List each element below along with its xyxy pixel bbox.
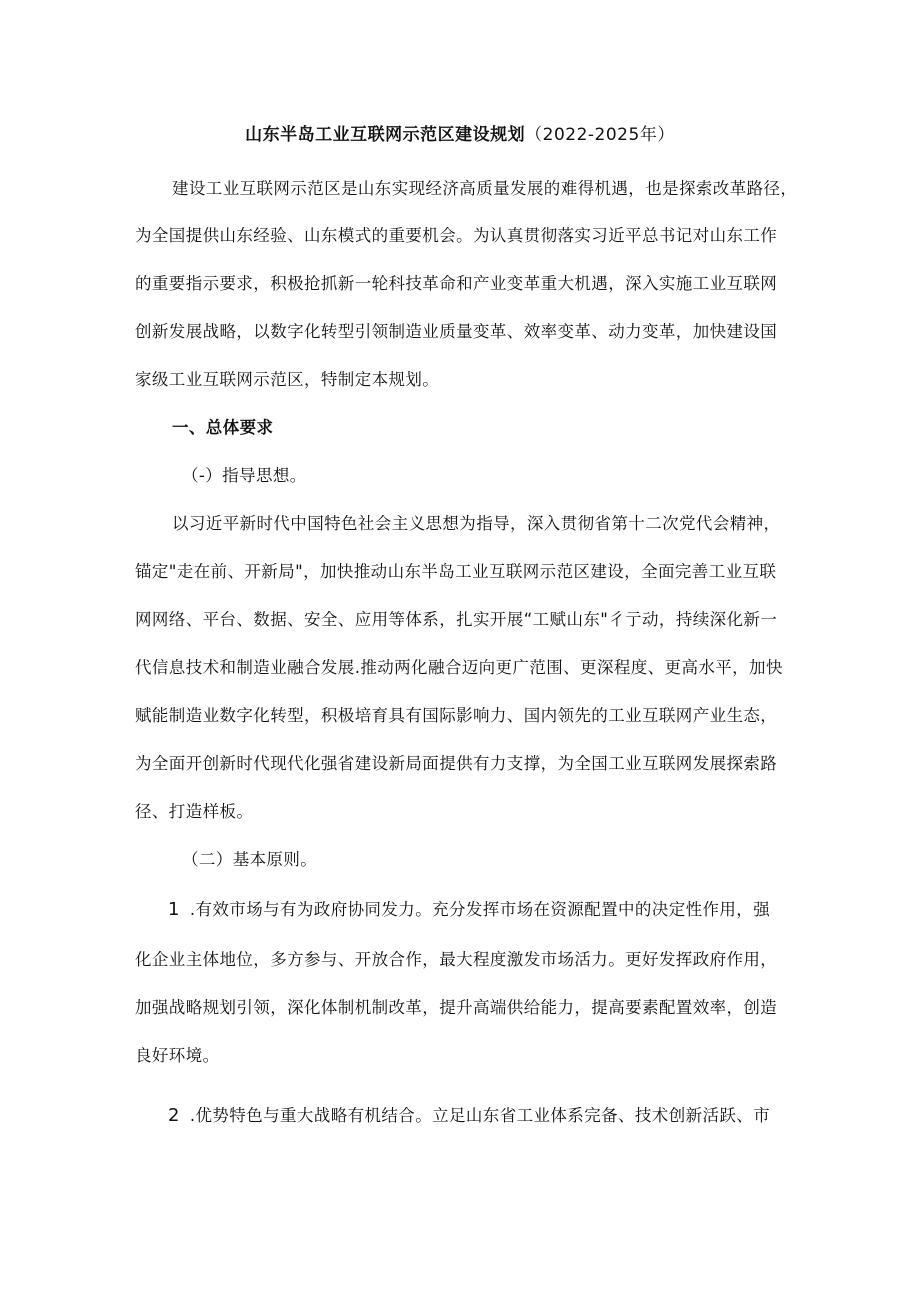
intro-line: 家级工业互联网示范区，特制定本规划。 (135, 370, 440, 389)
intro-line: 为全国提供山东经验、山东模式的重要机会。为认真贯彻落实习近平总书记对山东工作 (135, 226, 778, 245)
guiding-line: 赋能制造业数字化转型，积极培育具有国际影响力、国内领先的工业互联网产业生态， (135, 706, 778, 725)
guiding-line: 网网络、平台、数据、安全、应用等体系，扎实开展“工赋山东"彳亍动，持续深化新一 (135, 610, 778, 629)
guiding-line: 以习近平新时代中国特色社会主义思想为指导，深入贯彻省第十二次党代会精神， (172, 514, 781, 533)
principle-line: 良好环境。 (135, 1046, 220, 1065)
guiding-line: 代信息技术和制造业融合发展.推动两化融合迈向更广范围、更深程度、更高水平，加快 (135, 658, 783, 677)
title-text: 山东半岛工业互联网示范区建设规划 (245, 125, 526, 145)
principle-number: 1 (168, 899, 180, 920)
intro-line: 创新发展战略，以数字化转型引领制造业质量变革、效率变革、动力变革，加快建设国 (135, 322, 778, 341)
subsection-heading: （二）基本原则。 (182, 850, 318, 869)
subsection-heading: （-）指导思想。 (182, 466, 307, 485)
principle-2-line: 2 .优势特色与重大战略有机结合。立足山东省工业体系完备、技术创新活跃、市 (168, 1105, 771, 1126)
intro-line: 的重要指示要求，积极抢抓新一轮科技革命和产业变革重大机遇，深入实施工业互联网 (135, 274, 778, 293)
section-heading: 一、总体要求 (172, 418, 274, 437)
principle-line: 化企业主体地位，多方参与、开放合作，最大程度激发市场活力。更好发挥政府作用， (135, 950, 778, 969)
principle-number: 2 (168, 1105, 180, 1126)
principle-line: 加强战略规划引领，深化体制机制改革，提升高端供给能力，提高要素配置效率，创造 (135, 998, 778, 1017)
intro-line: 建设工业互联网示范区是山东实现经济高质量发展的难得机遇，也是探索改革路径， (172, 179, 798, 198)
document-title (0, 120, 920, 145)
title-years: （2022-2025年） (525, 125, 675, 145)
guiding-line: 为全面开创新时代现代化强省建设新局面提供有力支撑，为全国工业互联网发展探索路 (135, 754, 778, 773)
guiding-line: 径、打造样板。 (135, 802, 254, 821)
guiding-line: 锚定"走在前、开新局"，加快推动山东半岛工业互联网示范区建设，全面完善工业互联 (135, 562, 777, 581)
principle-1-line: 1 .有效市场与有为政府协同发力。充分发挥市场在资源配置中的决定性作用，强 (168, 899, 771, 920)
